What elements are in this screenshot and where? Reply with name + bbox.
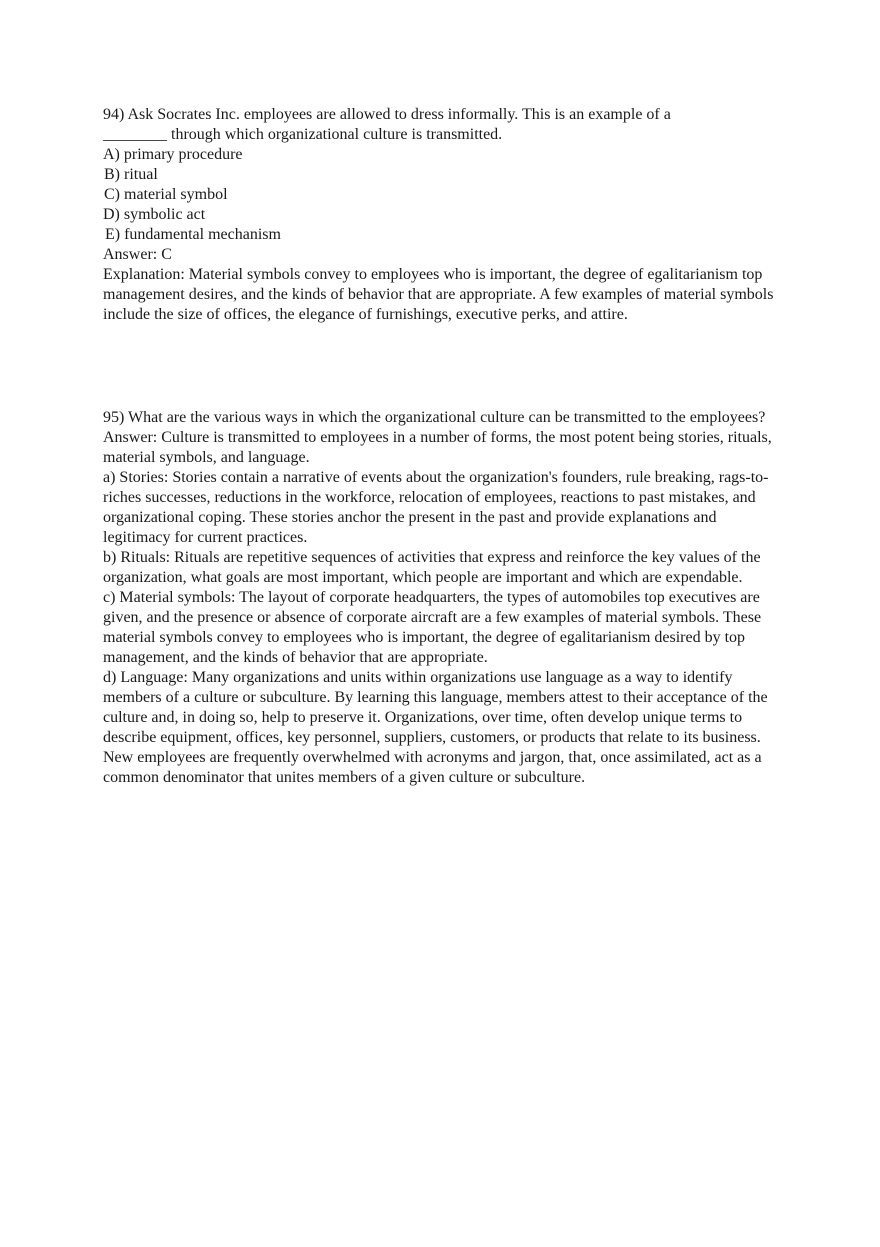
point-rituals: b) Rituals: Rituals are repetitive sequences of activities that express and reinforce the key values of the organization, what goals are most important, which people are important and which are expendable.	[103, 549, 761, 586]
option-c: C) material symbol	[104, 186, 228, 203]
explanation: Explanation: Material symbols convey to employees who is important, the degree of egalitarianism top management desires, and the kinds of behavior that are appropriate. A few examples of material symbols include the size of offices, the elegance of furnishings, executive perks, and attire.	[103, 266, 774, 323]
option-d: D) symbolic act	[103, 206, 206, 223]
page-content	[103, 105, 783, 788]
question-94	[103, 105, 783, 325]
question-95	[103, 408, 783, 788]
question-stem-line-2: ________ through which organizational culture is transmitted.	[103, 126, 503, 143]
answer: Answer: Culture is transmitted to employees in a number of forms, the most potent being stories, rituals, material symbols, and language.	[103, 429, 772, 466]
point-language: d) Language: Many organizations and units within organizations use language as a way to identify members of a culture or subculture. By learning this language, members attest to their acceptance of the culture and, in doing so, help to preserve it. Organizations, over time, often develop unique terms to describe equipment, offices, key personnel, suppliers, customers, or products that relate to its business. New employees are frequently overwhelmed with acronyms and jargon, that, once assimilated, act as a common denominator that unites members of a given culture or subculture.	[103, 669, 768, 786]
point-material-symbols: c) Material symbols: The layout of corporate headquarters, the types of automobiles top executives are given, and the presence or absence of corporate aircraft are a few examples of material symbols. These material symbols convey to employees who is important, the degree of egalitarianism desired by top management, and the kinds of behavior that are appropriate.	[103, 589, 762, 666]
option-e: E) fundamental mechanism	[105, 226, 281, 243]
answer: Answer: C	[103, 246, 172, 263]
question-stem: 95) What are the various ways in which the organizational culture can be transmitted to the employees?	[103, 409, 766, 426]
question-stem-line-1: 94) Ask Socrates Inc. employees are allowed to dress informally. This is an example of a	[103, 106, 671, 123]
option-a: A) primary procedure	[103, 146, 243, 163]
option-b: B) ritual	[104, 166, 158, 183]
point-stories: a) Stories: Stories contain a narrative of events about the organization's founders, rule breaking, rags-to-riches successes, reductions in the workforce, relocation of employees, reactions to past mistakes, and organizational coping. These stories anchor the present in the past and provide explanations and legitimacy for current practices.	[103, 469, 769, 546]
